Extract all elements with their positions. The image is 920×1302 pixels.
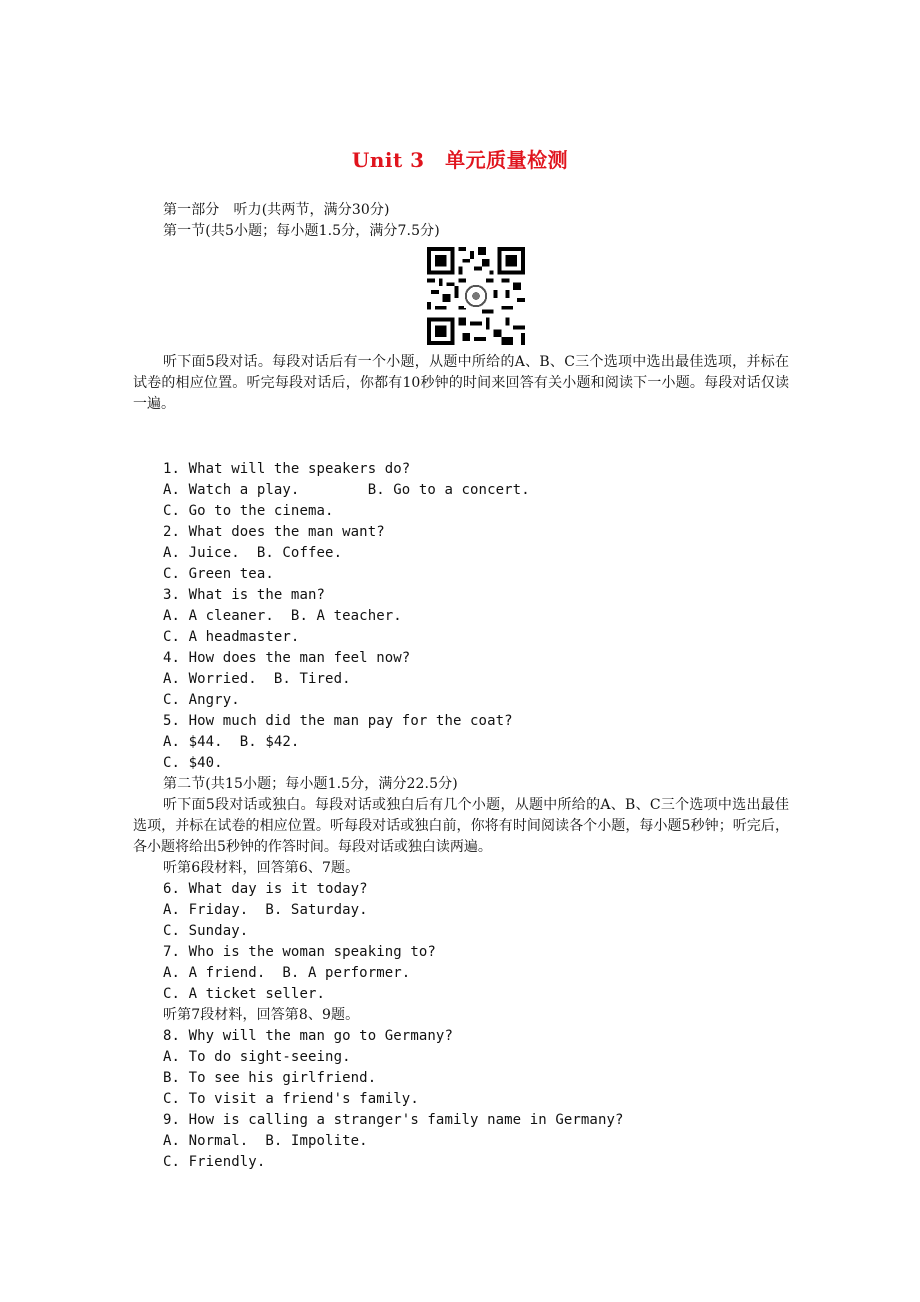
question-line: 9. How is calling a stranger's family name in Germany?: [163, 1112, 624, 1128]
question-line: C. $40.: [163, 755, 223, 771]
question-line: 听第6段材料，回答第6、7题。: [163, 860, 360, 876]
question-line: 1. What will the speakers do?: [163, 461, 411, 477]
question-line: 5. How much did the man pay for the coat?: [163, 713, 513, 729]
section2-instructions: 听下面5段对话或独白。每段对话或独白后有几个小题，从题中所给的A、B、C三个选项中选出最佳选项，并标在试卷的相应位置。听每段对话或独白前，你将有时间阅读各个小题，每小题5秒钟；听完后，各小题将给出5秒钟的作答时间。每段对话或独白读两遍。: [133, 797, 789, 855]
question-line: A. Normal. B. Impolite.: [163, 1133, 368, 1149]
question-line: 2. What does the man want?: [163, 524, 385, 540]
question-line: 听第7段材料，回答第8、9题。: [163, 1007, 360, 1023]
question-line: C. A headmaster.: [163, 629, 300, 645]
question-line: A. Watch a play. B. Go to a concert.: [163, 482, 530, 498]
question-line: C. Angry.: [163, 692, 240, 708]
qr-code-icon: [427, 247, 525, 345]
question-line: B. To see his girlfriend.: [163, 1070, 377, 1086]
question-line: A. A friend. B. A performer.: [163, 965, 411, 981]
question-line: C. Friendly.: [163, 1154, 266, 1170]
question-line: A. A cleaner. B. A teacher.: [163, 608, 402, 624]
question-line: 6. What day is it today?: [163, 881, 368, 897]
question-line: 8. Why will the man go to Germany?: [163, 1028, 453, 1044]
section2-header: 第二节(共15小题；每小题1.5分，满分22.5分): [163, 776, 458, 792]
question-line: C. A ticket seller.: [163, 986, 326, 1002]
page-title: Unit 3 单元质量检测: [351, 148, 569, 172]
question-line: A. To do sight-seeing.: [163, 1049, 351, 1065]
part1-header: 第一部分 听力(共两节，满分30分): [163, 202, 390, 218]
question-line: A. Juice. B. Coffee.: [163, 545, 343, 561]
section1-instructions: 听下面5段对话。每段对话后有一个小题，从题中所给的A、B、C三个选项中选出最佳选项，并标在试卷的相应位置。听完每段对话后，你都有10秒钟的时间来回答有关小题和阅读下一小题。每段对话仅读一遍。: [133, 354, 789, 412]
question-line: C. To visit a friend's family.: [163, 1091, 419, 1107]
section1-header: 第一节(共5小题；每小题1.5分，满分7.5分): [163, 223, 440, 239]
question-line: A. Worried. B. Tired.: [163, 671, 351, 687]
question-line: C. Go to the cinema.: [163, 503, 334, 519]
question-line: A. $44. B. $42.: [163, 734, 300, 750]
question-line: 7. Who is the woman speaking to?: [163, 944, 436, 960]
question-line: 4. How does the man feel now?: [163, 650, 411, 666]
question-line: A. Friday. B. Saturday.: [163, 902, 368, 918]
question-line: C. Sunday.: [163, 923, 249, 939]
question-line: C. Green tea.: [163, 566, 274, 582]
question-line: 3. What is the man?: [163, 587, 326, 603]
